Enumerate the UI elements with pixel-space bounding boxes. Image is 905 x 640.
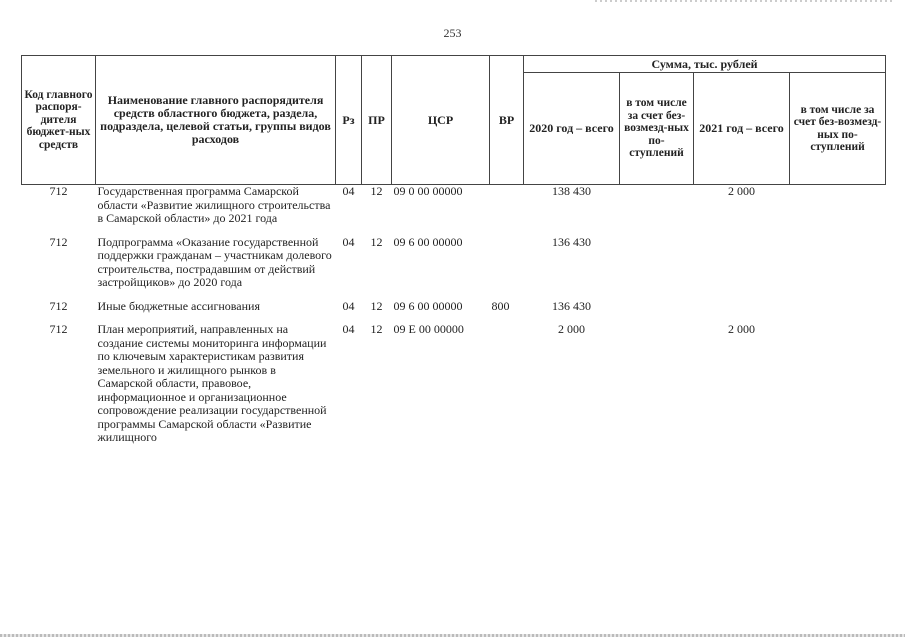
cell-pr: 12	[370, 298, 383, 313]
cell-code: 712	[49, 184, 68, 198]
cell-name: Подпрограмма «Оказание государственной поддержки гражданам – участникам долевого строительства, пострадавшим от действий застройщиков» до 2020 года	[97, 234, 332, 289]
cell-code: 712	[49, 298, 68, 313]
header-2021-free: в том числе за счет без-возмезд-ных по-ступлений	[790, 73, 886, 185]
cell-2020-total: 136 430	[552, 298, 591, 313]
cell-vr: 800	[491, 298, 510, 313]
scan-artifact-line	[0, 634, 905, 637]
cell-2020-free	[620, 236, 694, 300]
cell-vr	[490, 323, 524, 455]
cell-name: Государственная программа Самарской области «Развитие жилищного строительства в Самарской области» до 2021 года	[97, 184, 331, 225]
table-body	[22, 185, 886, 455]
table-row	[22, 323, 886, 455]
cell-2021-total: 2 000	[728, 322, 755, 336]
table-row	[22, 185, 886, 236]
cell-2020-total: 138 430	[552, 184, 591, 198]
cell-2021-total	[694, 300, 790, 324]
header-2020-free: в том числе за счет без-возмезд-ных по-ступлений	[620, 73, 694, 185]
cell-2020-total: 2 000	[558, 322, 585, 336]
cell-2021-total	[694, 236, 790, 300]
header-vr: ВР	[490, 56, 524, 185]
cell-rz: 04	[342, 234, 355, 249]
cell-2020-free	[620, 323, 694, 455]
table-header	[22, 56, 886, 185]
cell-csr: 09 6 00 00000	[393, 298, 463, 313]
cell-vr	[490, 185, 524, 236]
cell-rz: 04	[342, 184, 355, 198]
cell-2020-free	[620, 185, 694, 236]
cell-2021-free	[790, 236, 886, 300]
scan-artifact-line	[595, 0, 895, 2]
cell-pr: 12	[370, 184, 383, 198]
cell-csr: 09 0 00 00000	[393, 184, 463, 198]
header-sum-group: Сумма, тыс. рублей	[524, 56, 886, 73]
header-pr: ПР	[362, 56, 392, 185]
header-code: Код главного распоря-дителя бюджет-ных средств	[22, 56, 96, 185]
cell-vr	[490, 236, 524, 300]
cell-name: Иные бюджетные ассигнования	[97, 298, 260, 313]
cell-code: 712	[49, 322, 68, 336]
cell-2021-free	[790, 323, 886, 455]
cell-2021-free	[790, 300, 886, 324]
header-csr: ЦСР	[392, 56, 490, 185]
cell-2020-total: 136 430	[552, 234, 591, 249]
budget-table	[21, 55, 886, 455]
cell-pr: 12	[370, 234, 383, 249]
cell-name: План мероприятий, направленных на создание системы мониторинга информации по ключевым характеристикам развития земельного и жилищного рынков в Самарской области, правовое, информационное и организационное сопровождение реализации государственной программы Самарской области «Развитие жилищного	[97, 322, 327, 444]
cell-pr: 12	[370, 322, 383, 336]
cell-csr: 09 6 00 00000	[393, 234, 463, 249]
header-2020-total: 2020 год – всего	[524, 73, 620, 185]
header-2021-total: 2021 год – всего	[694, 73, 790, 185]
table-row	[22, 236, 886, 300]
table-row	[22, 300, 886, 324]
header-name: Наименование главного распорядителя средств областного бюджета, раздела, подраздела, целевой статьи, группы видов расходов	[96, 56, 336, 185]
page-number: 253	[443, 26, 462, 40]
cell-2021-total: 2 000	[728, 184, 755, 198]
cell-2021-free	[790, 185, 886, 236]
header-rz: Рз	[336, 56, 362, 185]
cell-csr: 09 Е 00 00000	[393, 322, 464, 336]
cell-code: 712	[49, 234, 68, 249]
cell-rz: 04	[342, 322, 355, 336]
cell-rz: 04	[342, 298, 355, 313]
cell-2020-free	[620, 300, 694, 324]
